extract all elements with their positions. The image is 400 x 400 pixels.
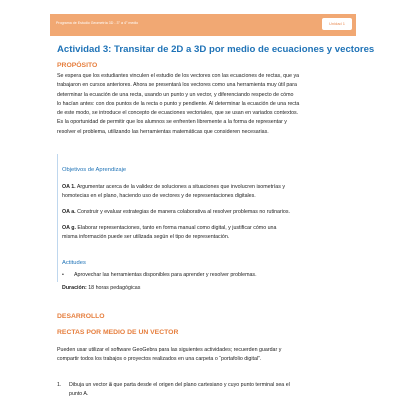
purpose-line: determinar la ecuación de una recta, usando un punto y un vector, y diferenciando respecto de cómo xyxy=(57,91,294,98)
purpose-line: Se espera que los estudiantes vinculen el estudio de los vectores con las ecuaciones de rectas, que ya xyxy=(57,73,300,79)
intro-line: compartir todos los trabajos o proyectos realizados en una carpeta o “portafolio digital”. xyxy=(57,356,262,363)
attitude-text: Aprovechar las herramientas disponibles para aprender y resolver problemas. xyxy=(74,272,257,278)
objective-text: Construir y evaluar estrategias de manera colaborativa al resolver problemas no rutinarios. xyxy=(77,209,290,215)
objective-oaa xyxy=(62,208,352,217)
objective-text: misma información puede ser utilizada según el tipo de representación. xyxy=(62,234,230,241)
development-subheading: RECTAS POR MEDIO DE UN VECTOR xyxy=(57,329,179,336)
unit-badge xyxy=(322,18,352,30)
purpose-heading: PROPÓSITO xyxy=(57,62,98,69)
objective-text: Elaborar representaciones, tanto en forma manual como digital, y justificar cómo una xyxy=(77,225,277,231)
purpose-paragraph xyxy=(57,72,353,137)
duration-value: 18 horas pedagógicas xyxy=(88,285,141,291)
purpose-line: de este modo, se introduce el concepto de ecuaciones vectoriales, que se usan en variados contextos. xyxy=(57,110,299,117)
attitudes-heading: Actitudes xyxy=(62,260,86,266)
objective-code: OA a. xyxy=(62,209,76,215)
purpose-line: Es la oportunidad de permitir que los alumnos se enfrenten libremente a la forma de representar y xyxy=(57,119,287,126)
objective-oa1 xyxy=(62,183,352,202)
objective-text: Argumentar acerca de la validez de soluciones a situaciones que involucren isometrías y xyxy=(76,184,285,190)
step-line: punto A. xyxy=(69,391,89,398)
objective-text: homotecias en el plano, haciendo uso de vectores y de representaciones digitales. xyxy=(62,193,256,200)
objectives-heading: Objetivos de Aprendizaje xyxy=(62,167,127,173)
step-text xyxy=(69,381,353,400)
bullet-icon: • xyxy=(62,272,64,278)
activity-title: Actividad 3: Transitar de 2D a 3D por medio de ecuaciones y vectores xyxy=(57,44,375,55)
development-heading: DESARROLLO xyxy=(57,313,105,320)
development-intro xyxy=(57,346,353,365)
step-number: 1. xyxy=(57,382,62,388)
objective-code: OA 1. xyxy=(62,184,76,190)
purpose-line: trabajaron en cursos anteriores. Ahora se presentará los vectores como una herramienta muy útil para xyxy=(57,82,297,89)
duration-label: Duración: xyxy=(62,285,87,291)
header-band xyxy=(50,14,356,36)
header-title: Programa de Estudio Geometría 3D - 3° a 4° medio xyxy=(56,21,139,25)
intro-line: Pueden usar utilizar el software GeoGebra para las siguientes actividades; recuerden guardar y xyxy=(57,347,282,353)
step-line: Dibuja un vector a⃗ que parta desde el origen del plano cartesiano y cuyo punto terminal sea el xyxy=(69,382,290,388)
purpose-line: lo hacían antes: con dos puntos de la recta o punto y pendiente. Al determinar la ecuación de una recta xyxy=(57,100,300,107)
objective-code: OA g. xyxy=(62,225,76,231)
objectives-box xyxy=(57,154,354,291)
duration xyxy=(62,285,140,291)
unit-label: Unidad 1 xyxy=(328,21,345,26)
attitude-item xyxy=(62,272,257,278)
objective-oag xyxy=(62,224,352,243)
purpose-line: resolver el problema, utilizando las herramientas matemáticas que consideren necesarias. xyxy=(57,128,269,135)
